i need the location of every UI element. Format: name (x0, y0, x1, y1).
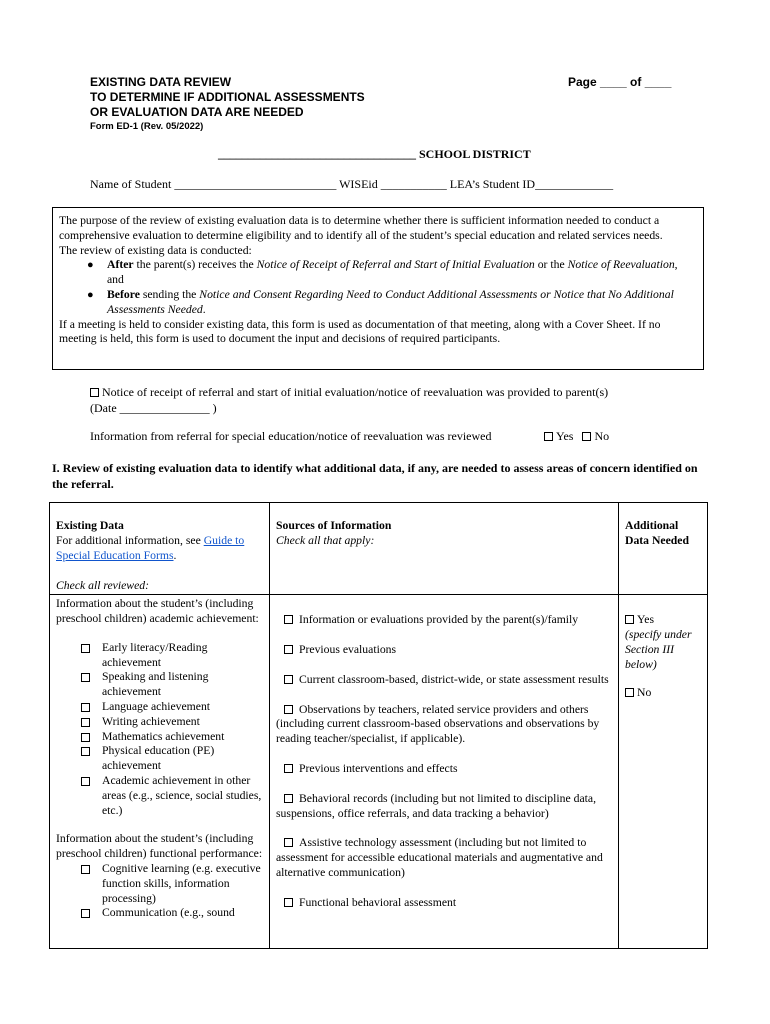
functional-item: Communication (e.g., sound (78, 906, 263, 921)
title-line-2: TO DETERMINE IF ADDITIONAL ASSESSMENTS (90, 90, 365, 104)
academic-item: Writing achievement (78, 715, 263, 730)
source-item: Current classroom-based, district-wide, or state assessment results (276, 673, 612, 688)
sources-cell (270, 595, 619, 949)
info-reviewed-no-checkbox[interactable] (582, 432, 591, 441)
guide-link[interactable]: Guide to Special Education Forms (56, 533, 245, 562)
source-item: Previous interventions and effects (276, 762, 612, 777)
academic-item: Physical education (PE) achievement (78, 744, 263, 774)
col2-heading: Sources of Information (276, 519, 392, 532)
functional-checkbox[interactable] (81, 909, 90, 918)
purpose-paragraph-3: If a meeting is held to consider existing data, this form is used as documentation of that meeting, along with a Cover Sheet. If no meeting is held, this form is used to document the input and decisions of required participants. (59, 317, 661, 346)
academic-intro: Information about the student’s (including preschool children) academic achievement: (56, 597, 259, 625)
source-checkbox[interactable] (284, 838, 293, 847)
needed-no: No (625, 686, 701, 701)
needed-yes-note: (specify under Section III below) (625, 627, 692, 671)
col2-subheading: Check all that apply: (276, 533, 375, 547)
source-checkbox[interactable] (284, 764, 293, 773)
col3-heading: Additional Data Needed (625, 519, 689, 547)
purpose-bullets (59, 258, 697, 317)
info-reviewed-no-label: No (594, 429, 610, 443)
needed-yes-checkbox[interactable] (625, 615, 634, 624)
notice-checkbox[interactable] (90, 388, 99, 397)
notice-provided (90, 384, 608, 416)
col1-subheading: For additional information, see Guide to Special Education Forms. (56, 533, 245, 562)
source-item: Previous evaluations (276, 643, 612, 658)
page-of[interactable]: Page ____ of ____ (568, 75, 672, 89)
academic-item: Language achievement (78, 700, 263, 715)
form-title (90, 75, 365, 120)
functional-intro: Information about the student’s (including preschool children) functional performance: (56, 832, 263, 861)
purpose-box (52, 207, 704, 370)
existing-data-cell (50, 595, 270, 949)
col1-heading: Existing Data (56, 519, 124, 532)
purpose-paragraph-1: The purpose of the review of existing evaluation data is to determine whether there is sufficient information needed to conduct a comprehensive evaluation to determine eligibility and to identify all of the student’s special education and related services needs. (59, 214, 663, 242)
functional-list (78, 862, 263, 921)
source-checkbox[interactable] (284, 645, 293, 654)
academic-checkbox[interactable] (81, 644, 90, 653)
source-item: Assistive technology assessment (including but not limited to assessment for accessible educational materials and augmentative and alternative communication) (276, 836, 603, 879)
notice-label: Notice of receipt of referral and start of initial evaluation/notice of reevaluation was provided to parent(s) (102, 385, 609, 399)
section-1-heading: I. Review of existing evaluation data to identify what additional data, if any, are needed to assess areas of concern identified on the referral. (52, 461, 698, 491)
source-item: Observations by teachers, related service providers and others (including current classroom-based observations and observations by reading teacher/specialist, if applicable). (276, 702, 600, 746)
info-reviewed-yes-label: Yes (556, 429, 574, 443)
school-district-line[interactable]: _________________________________ SCHOOL DISTRICT (218, 147, 531, 161)
title-line-1: EXISTING DATA REVIEW (90, 75, 232, 89)
notice-date[interactable]: (Date _______________ ) (90, 401, 217, 415)
functional-item: Cognitive learning (e.g. executive function skills, information processing) (78, 862, 263, 906)
col-needed-header (619, 503, 708, 595)
academic-checkbox[interactable] (81, 747, 90, 756)
source-item: Behavioral records (including but not limited to discipline data, suspensions, office referrals, and data tracking a behavior) (276, 791, 596, 820)
purpose-paragraph-2: The review of existing data is conducted: (59, 243, 252, 257)
academic-item: Academic achievement in other areas (e.g., science, social studies, etc.) (78, 774, 263, 818)
academic-checkbox[interactable] (81, 718, 90, 727)
purpose-bullet-before: ● Before sending the Notice and Consent Regarding Need to Conduct Additional Assessments or Notice that No Additional Assessments Needed. (87, 288, 697, 318)
title-line-3: OR EVALUATION DATA ARE NEEDED (90, 105, 304, 119)
col-existing-data-header (50, 503, 270, 595)
info-reviewed-yes-checkbox[interactable] (544, 432, 553, 441)
source-checkbox[interactable] (284, 705, 293, 714)
info-reviewed-options (544, 429, 609, 444)
source-item: Functional behavioral assessment (276, 896, 612, 911)
needed-no-checkbox[interactable] (625, 688, 634, 697)
existing-data-table (49, 502, 708, 949)
check-all-reviewed: Check all reviewed: (56, 579, 150, 593)
academic-list (78, 641, 263, 819)
source-checkbox[interactable] (284, 675, 293, 684)
academic-checkbox[interactable] (81, 777, 90, 786)
form-number: Form ED-1 (Rev. 05/2022) (90, 121, 204, 132)
academic-item: Mathematics achievement (78, 730, 263, 745)
info-reviewed-label: Information from referral for special education/notice of reevaluation was reviewed (90, 429, 492, 443)
source-item: Information or evaluations provided by the parent(s)/family (276, 613, 612, 628)
source-checkbox[interactable] (284, 794, 293, 803)
academic-checkbox[interactable] (81, 703, 90, 712)
col-sources-header (270, 503, 619, 595)
purpose-bullet-after: ● After the parent(s) receives the Notice of Receipt of Referral and Start of Initial Evaluation or the Notice of Reevaluation, and (87, 258, 697, 288)
academic-item: Early literacy/Reading achievement (78, 641, 263, 671)
source-checkbox[interactable] (284, 898, 293, 907)
academic-item: Speaking and listening achievement (78, 670, 263, 700)
functional-checkbox[interactable] (81, 865, 90, 874)
student-info-line[interactable]: Name of Student ___________________________ WISEid ___________ LEA’s Student ID_____________ (90, 177, 614, 191)
needed-yes: Yes (625, 613, 701, 628)
academic-checkbox[interactable] (81, 673, 90, 682)
source-checkbox[interactable] (284, 615, 293, 624)
needed-cell (619, 595, 708, 949)
academic-checkbox[interactable] (81, 733, 90, 742)
